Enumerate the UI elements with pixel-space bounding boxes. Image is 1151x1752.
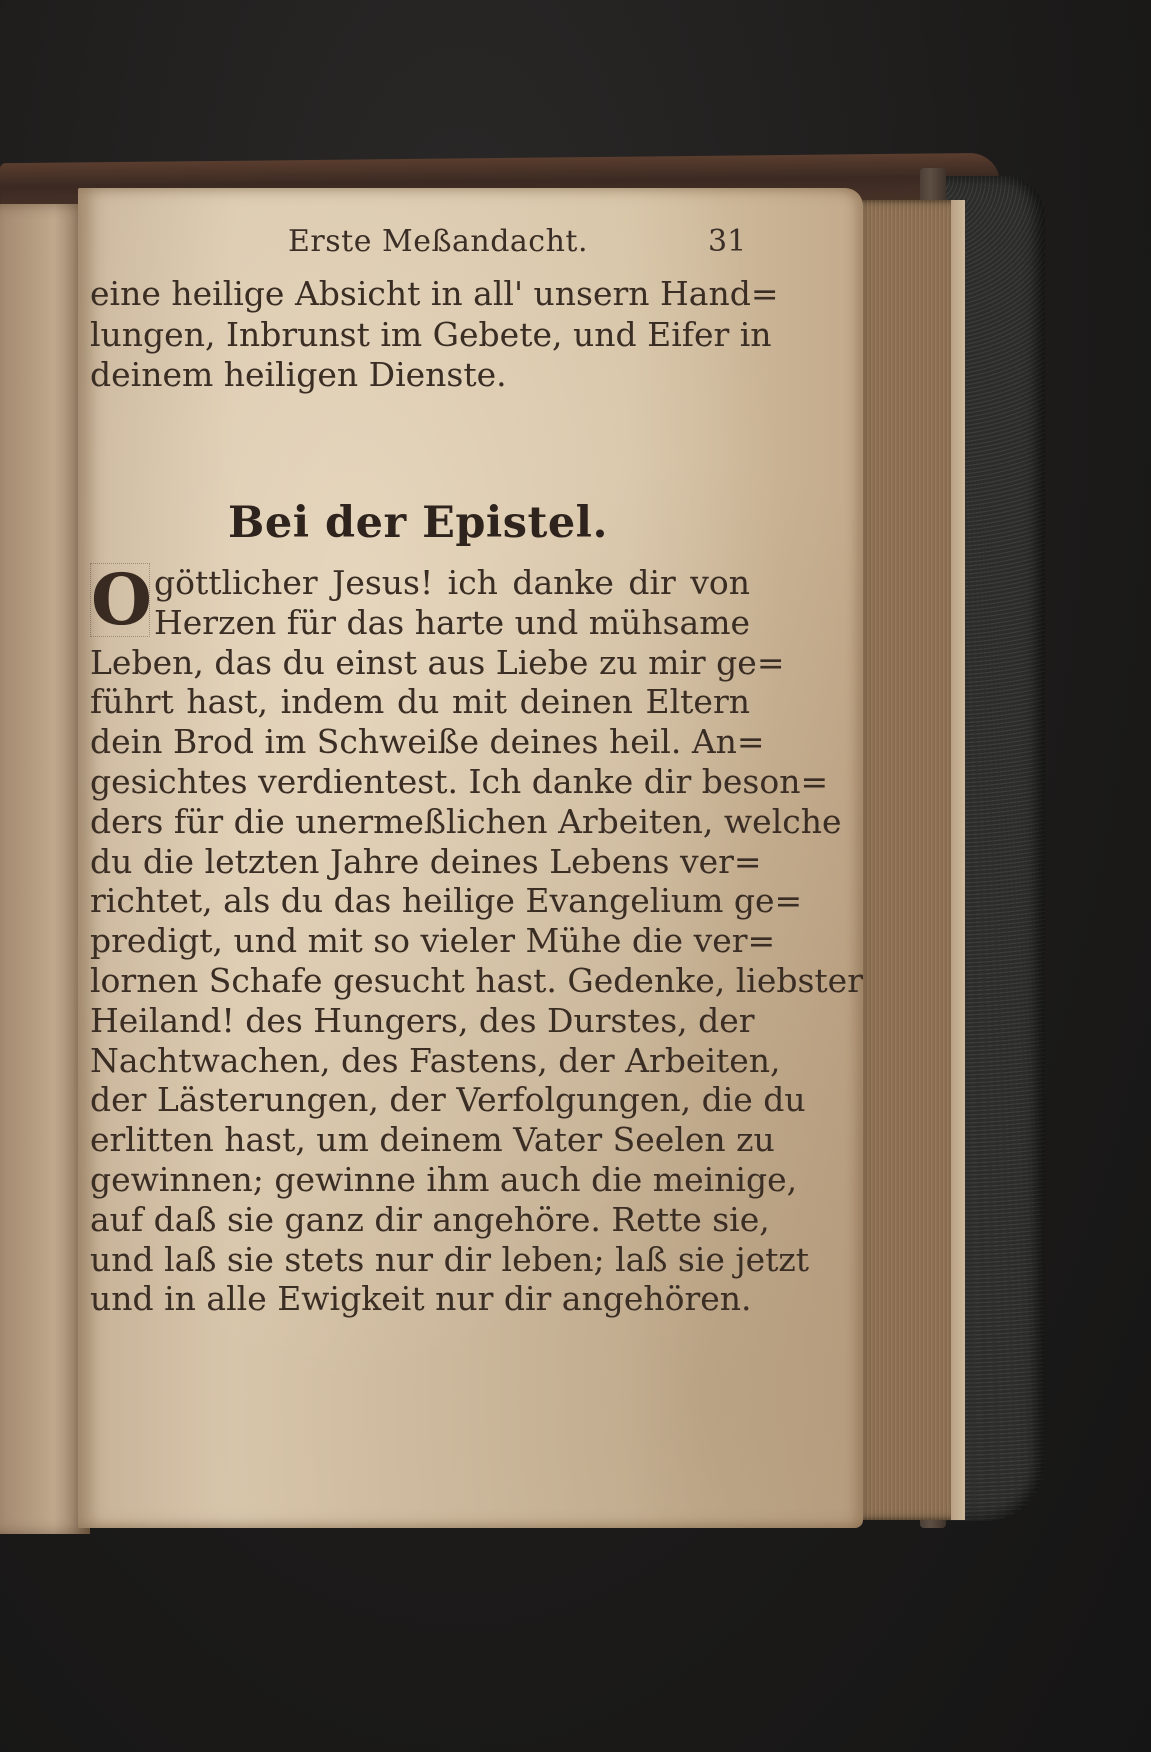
running-head bbox=[78, 224, 863, 274]
text-line: richtet, als du das heilige Evangelium ge= bbox=[90, 881, 803, 921]
page-number: 31 bbox=[708, 224, 747, 259]
left-page-edge bbox=[0, 204, 90, 1534]
drop-cap: O bbox=[91, 558, 152, 641]
text-line: ders für die unermeßlichen Arbeiten, welche bbox=[90, 801, 842, 841]
text-line: göttlicher Jesus! ich danke dir von bbox=[154, 563, 750, 602]
page-block-edges bbox=[855, 200, 965, 1520]
text-line: Nachtwachen, des Fastens, der Arbeiten, bbox=[90, 1040, 781, 1080]
section-heading: Bei der Epistel. bbox=[228, 498, 608, 548]
text-line: dein Brod im Schweiße deines heil. An= bbox=[90, 722, 765, 762]
text-line: deinem heiligen Dienste. bbox=[90, 355, 507, 394]
text-line: Herzen für das harte und mühsame bbox=[154, 602, 751, 642]
epistle-paragraph bbox=[90, 558, 863, 1319]
text-line: Heiland! des Hungers, des Durstes, der bbox=[90, 1000, 755, 1040]
text-line: führt hast, indem du mit deinen Eltern bbox=[90, 682, 750, 722]
text-line: predigt, und mit so vieler Mühe die ver= bbox=[90, 921, 776, 961]
text-line: und laß sie stets nur dir leben; laß sie jetzt bbox=[90, 1239, 810, 1279]
running-title: Erste Meßandacht. bbox=[288, 224, 589, 259]
text-line: der Lästerungen, der Verfolgungen, die du bbox=[90, 1080, 806, 1120]
text-line: erlitten hast, um deinem Vater Seelen zu bbox=[90, 1120, 775, 1160]
text-line: und in alle Ewigkeit nur dir angehören. bbox=[90, 1279, 752, 1319]
text-line: auf daß sie ganz dir angehöre. Rette sie, bbox=[90, 1199, 770, 1239]
text-line: lornen Schafe gesucht hast. Gedenke, liebster bbox=[90, 960, 863, 1000]
text-line: Leben, das du einst aus Liebe zu mir ge= bbox=[90, 642, 785, 682]
text-line: gesichtes verdientest. Ich danke dir beson= bbox=[90, 761, 829, 801]
book-page bbox=[78, 188, 863, 1528]
open-book bbox=[0, 158, 1045, 1528]
opening-paragraph bbox=[90, 274, 779, 396]
text-line: gewinnen; gewinne ihm auch die meinige, bbox=[90, 1159, 798, 1199]
text-line: lungen, Inbrunst im Gebete, und Eifer in bbox=[90, 314, 772, 354]
text-line: eine heilige Absicht in all' unsern Hand= bbox=[90, 274, 779, 313]
text-line: du die letzten Jahre deines Lebens ver= bbox=[90, 841, 762, 881]
